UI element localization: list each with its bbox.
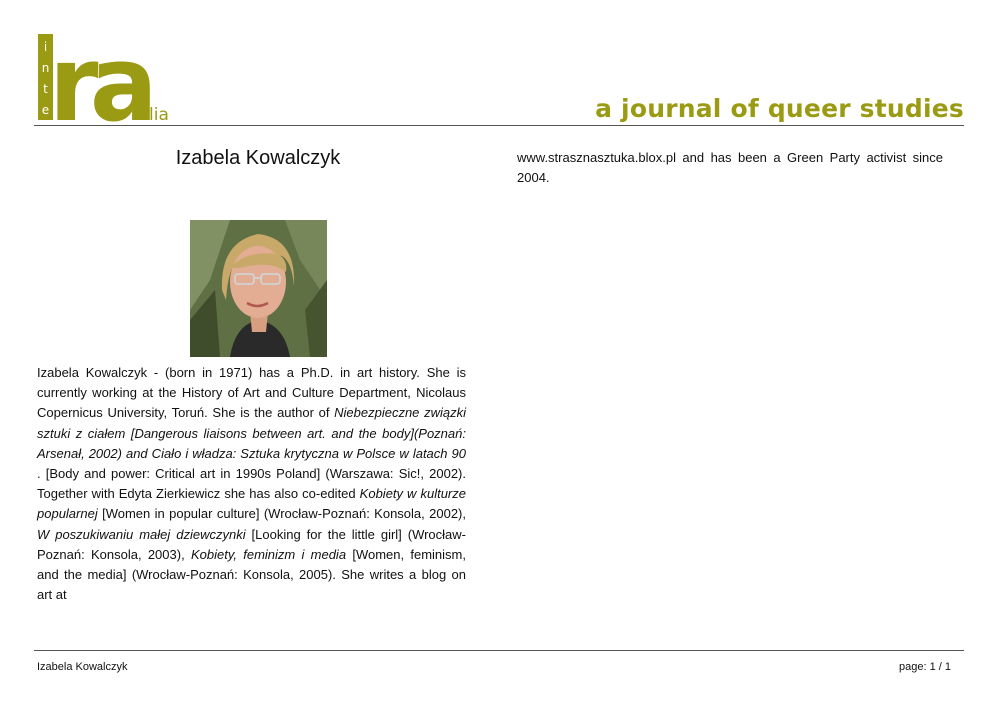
bio-book-title-3: W poszukiwaniu małej dziewczynki — [37, 526, 246, 542]
portrait-photo — [190, 220, 327, 357]
page-number: page: 1 / 1 — [899, 661, 951, 673]
logo-letter-e: e — [41, 103, 50, 117]
logo-letter-i: i — [43, 40, 48, 54]
journal-tagline: a journal of queer studies — [595, 94, 964, 123]
header-divider — [34, 125, 964, 126]
article-title: Izabela Kowalczyk — [175, 147, 341, 169]
bio-text-5: [Women, feminism, and the media] (Wrocław-Poznań: Konsola, 2005). She writes a blog on art at — [37, 546, 466, 603]
bio-text-2: . [Body and power: Critical art in 1990s Poland] (Warszawa: Sic!, 2002). Together with Edyta Zierkiewicz she has also co-edited — [37, 466, 466, 502]
bio-paragraph — [37, 363, 466, 605]
portrait-image — [190, 220, 327, 357]
bio-text-4: [Looking for the little girl] (Wrocław-Poznań: Konsola, 2003), — [37, 526, 467, 562]
logo-letter-n: n — [41, 61, 50, 75]
bio-text-1: Izabela Kowalczyk - (born in 1971) has a Ph.D. in art history. She is currently working at the History of Art and Culture Department, Nicolaus Copernicus University, Toruń. She is the author of — [37, 365, 466, 421]
logo-big-letters: ra — [49, 32, 150, 124]
bio-continuation: www.strasznasztuka.blox.pl and has been a Green Party activist since 2004. — [517, 150, 943, 186]
bio-continuation-column — [517, 148, 943, 188]
bio-text-3: [Women in popular culture] (Wrocław-Poznań: Konsola, 2002), — [97, 506, 466, 522]
logo-graphic — [38, 32, 188, 124]
bio-book-title-4: Kobiety, feminizm i media — [190, 546, 347, 562]
footer-divider — [34, 650, 964, 651]
interalia-logo — [38, 32, 188, 124]
bio-book-titles-1: Niebezpieczne związki sztuki z ciałem [Dangerous liaisons between art. and the body](Poznań: Arsenał, 2002) and Ciało i władza: Sztuka krytyczna w Polsce w latach 90 — [37, 405, 466, 461]
bio-book-title-2: Kobiety w kulturze popularnej — [37, 486, 466, 522]
footer-author: Izabela Kowalczyk — [37, 661, 128, 673]
logo-letter-t: t — [43, 82, 48, 96]
bio-column — [37, 363, 466, 605]
logo-suffix: lia — [149, 105, 169, 124]
